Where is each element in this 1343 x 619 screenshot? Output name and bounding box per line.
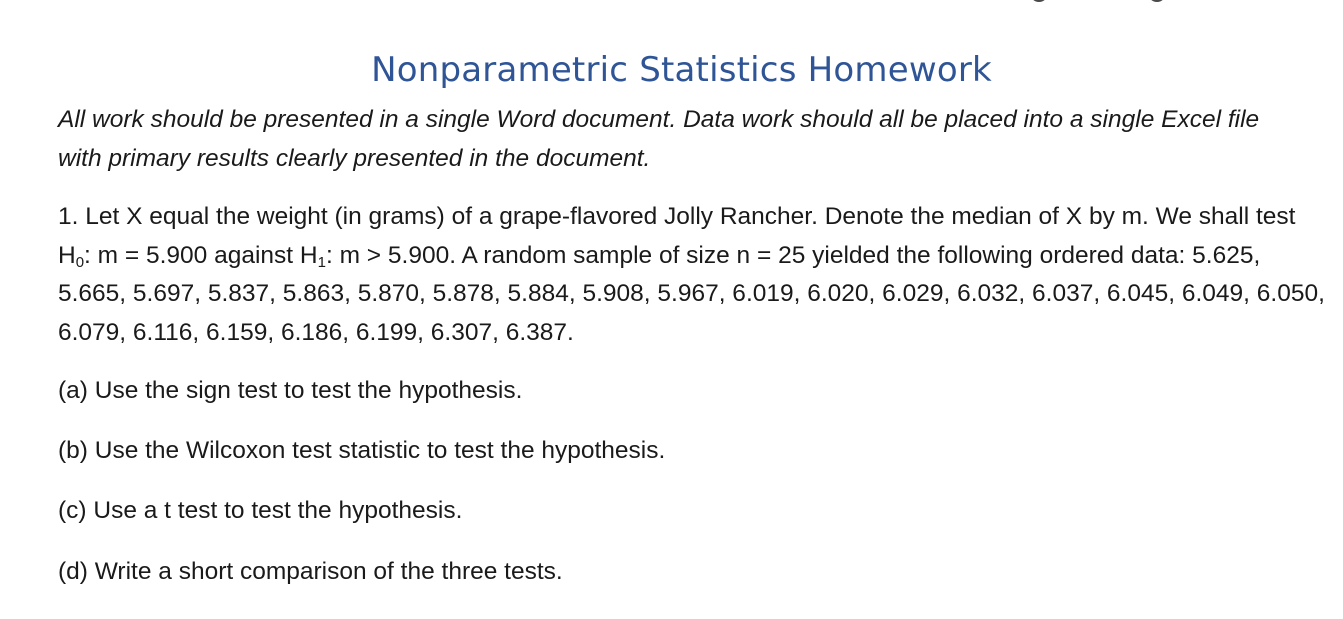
- part-d: (d) Write a short comparison of the three tests.: [58, 558, 563, 585]
- statement-part-2: : m = 5.900 against H: [84, 241, 318, 269]
- part-b: (b) Use the Wilcoxon test statistic to test the hypothesis.: [58, 437, 666, 464]
- statement-part-1: Let X equal the weight (in grams) of a grape-flavored Jolly Rancher. Denote the median of X by m. We shall test H: [58, 203, 1296, 269]
- statement-part-3: : m > 5.900. A random sample of size n = 25 yielded the following ordered data:: [325, 241, 1193, 269]
- h1-subscript: 1: [317, 253, 326, 271]
- instructions-paragraph: All work should be presented in a single Word document. Data work should all be placed into a single Excel file with primary results clearly presented in the document.: [58, 106, 1260, 172]
- part-a: (a) Use the sign test to test the hypothesis.: [58, 377, 523, 404]
- problem-statement: [58, 198, 1328, 352]
- ordered-data: 5.625, 5.665, 5.697, 5.837, 5.863, 5.870, 5.878, 5.884, 5.908, 5.967, 6.019, 6.020, 6.029, 6.032, 6.037, 6.045, 6.049, 6.050, 6.079, 6.116, 6.159, 6.186, 6.199, 6.307, 6.387.: [58, 241, 1325, 346]
- problem-number: 1.: [58, 203, 79, 230]
- cropped-header-fragment: [1020, 0, 1170, 6]
- part-c: (c) Use a t test to test the hypothesis.: [58, 497, 463, 524]
- page-title: Nonparametric Statistics Homework: [371, 50, 992, 90]
- h0-subscript: 0: [75, 253, 85, 271]
